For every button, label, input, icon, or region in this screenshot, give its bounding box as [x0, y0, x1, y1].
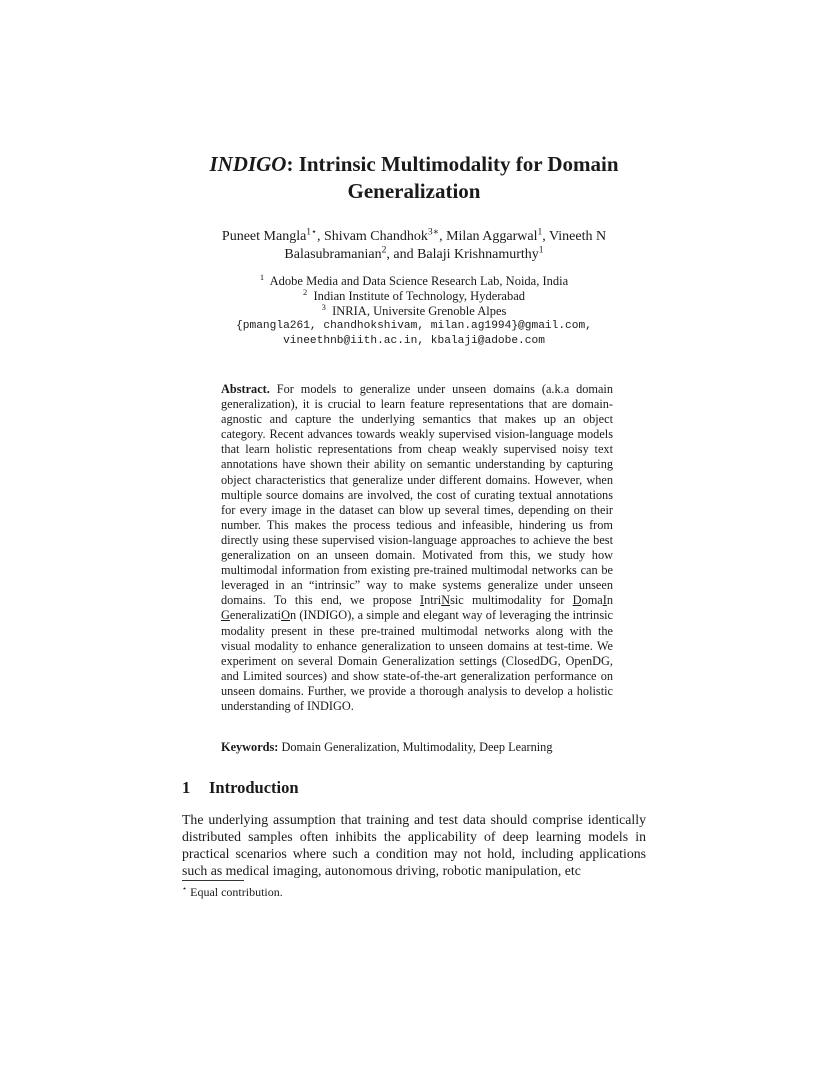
email-line: vineethnb@iith.ac.in, kbalaji@adobe.com: [283, 335, 545, 347]
intro-paragraph: The underlying assumption that training and test data should comprise identically distributed samples often inhibits the applicability of deep learning models in practical scenarios where such a condition may not hold, including applications such as medical imaging, autonomous driving, robotic manipulation, etc: [182, 812, 646, 878]
title-line1: : Intrinsic Multimodality for Domain: [286, 152, 619, 176]
author-sup: 2: [381, 245, 387, 256]
affiliation-text: INRIA, Universite Grenoble Alpes: [332, 304, 507, 318]
footnote-text: Equal contribution.: [187, 885, 283, 899]
affiliation-sup: 2: [302, 286, 308, 297]
acronym-letter: I: [420, 593, 425, 608]
abstract-text: n: [606, 593, 613, 608]
title-indigo: INDIGO: [209, 152, 287, 176]
keywords: [221, 740, 613, 755]
abstract: [221, 382, 613, 714]
author-name: , Vineeth N: [542, 229, 607, 244]
affiliation-text: Adobe Media and Data Science Research Lab, Noida, India: [269, 274, 569, 288]
acronym-letter: G: [221, 608, 230, 623]
acronym-letter: O: [281, 608, 290, 623]
author-sup: 3∗: [427, 227, 440, 238]
affiliation-line: [130, 271, 698, 289]
title-line2: Generalization: [347, 179, 481, 203]
section-number: 1: [182, 778, 191, 797]
affiliation-text: Indian Institute of Technology, Hyderabad: [313, 289, 526, 303]
acronym-letter: D: [572, 593, 582, 608]
abstract-text: ntri: [424, 593, 442, 608]
section-title: Introduction: [209, 778, 299, 797]
author-name: , Milan Aggarwal: [439, 229, 538, 244]
keywords-text: Domain Generalization, Multimodality, Deep Learning: [278, 740, 553, 754]
email-line: {pmangla261, chandhokshivam, milan.ag1994}@gmail.com,: [236, 320, 592, 332]
author-name: Puneet Mangla: [221, 229, 307, 244]
acronym-letter: I: [602, 593, 607, 608]
affiliation-line: [130, 286, 698, 304]
abstract-text: n: [289, 608, 297, 623]
author-sup: 1⋆: [306, 227, 318, 238]
author-name: Balasubramanian: [284, 247, 382, 262]
abstract-label: Abstract.: [221, 382, 270, 396]
affiliation-line: [130, 301, 698, 319]
abstract-text: (INDIGO), a simple and elegant way of leveraging the intrinsic modality present in these pre-trained multimodal networks along with the visual modality to enhance generalization to unseen domains at test-time. We experiment on several Domain Generalization settings (ClosedDG, OpenDG, and Limited sources) and show state-of-the-art generalization performance on unseen domains. Further, we provide a thorough analysis to develop a holistic understanding of INDIGO.: [221, 608, 613, 713]
abstract-text: oma: [581, 593, 603, 608]
footnote: [182, 885, 283, 900]
author-name: , Shivam Chandhok: [317, 229, 428, 244]
affiliation-sup: 1: [259, 271, 265, 282]
abstract-text: sic: [450, 593, 464, 608]
paper-title: [100, 151, 728, 205]
abstract-text: eneralizati: [229, 608, 282, 623]
author-list: [130, 228, 698, 264]
footnote-rule: [182, 880, 244, 881]
abstract-text: For models to generalize under unseen domains (a.k.a domain generalization), it is crucial to learn feature representations that are domain-agnostic and capture the underlying semantics that makes up an object category. Recent advances towards weakly supervised vision-language models that learn holistic representations from cheap weakly supervised noisy text annotations have shown their ability on semantic understanding by capturing object characteristics that generalize under different domains. However, when multiple source domains are involved, the cost of curating textual annotations for every image in the dataset can blow up several times, depending on their number. This makes the process tedious and infeasible, hindering us from directly using these supervised vision-language approaches to achieve the best generalization on an unseen domain. Motivated from this, we study how multimodal information from existing pre-trained multimodal networks can be leveraged in an “intrinsic” way to make systems generalize under unseen domains. To this end, we propose: [221, 382, 613, 608]
keywords-label: Keywords:: [221, 740, 279, 754]
footnote-mark: ⋆: [182, 884, 188, 894]
abstract-text: multimodality for: [463, 593, 573, 608]
affiliation-sup: 3: [321, 301, 326, 312]
affiliations: [130, 271, 698, 349]
author-sup: 1: [537, 227, 543, 238]
section-heading: [182, 778, 299, 798]
author-sup: 1: [538, 245, 544, 256]
author-name: , and Balaji Krishnamurthy: [386, 247, 539, 262]
acronym-letter: N: [441, 593, 451, 608]
